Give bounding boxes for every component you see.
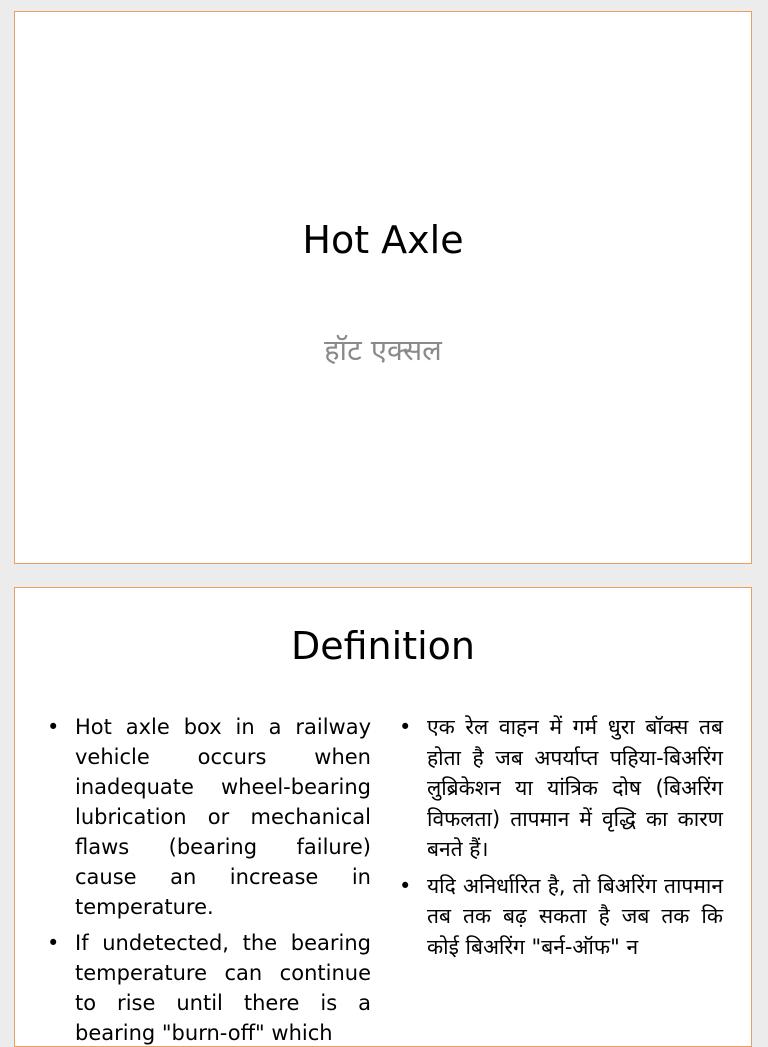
bullet-icon: • [399, 873, 412, 898]
bullet-text: एक रेल वाहन में गर्म धुरा बॉक्स तब होता है जब अपर्याप्त पहिया-बिअरिंग लुब्रिकेशन या यांत्रिक दोष (बिअरिंग विफलता) तापमान में वृद्धि का कारण बनते हैं। [427, 715, 723, 861]
english-bullet-list [41, 712, 371, 1047]
bullet-icon: • [47, 715, 60, 739]
list-item [393, 871, 723, 963]
list-item [41, 712, 371, 922]
hindi-bullet-list [393, 712, 723, 968]
bullet-icon: • [47, 931, 60, 955]
bullet-icon: • [399, 715, 412, 739]
slide-title: Hot Axle [302, 218, 464, 262]
bullet-text: Hot axle box in a railway vehicle occurs when inadequate wheel-bearing lubrication or mechanical flaws (bearing failure) cause an increase in temperature. [75, 715, 371, 919]
bullet-text: If undetected, the bearing temperature can continue to rise until there is a bearing "burn-off" which [75, 931, 371, 1045]
definition-slide [14, 587, 752, 1047]
slide-title: Definition [290, 624, 475, 668]
slide-subtitle: हॉट एक्सल [324, 333, 442, 367]
bullet-text: यदि अनिर्धारित है, तो बिअरिंग तापमान तब तक बढ़ सकता है जब तक कि कोई बिअरिंग "बर्न-ऑफ" न [427, 873, 723, 959]
list-item [393, 712, 723, 865]
title-slide [14, 11, 752, 564]
list-item [41, 928, 371, 1047]
